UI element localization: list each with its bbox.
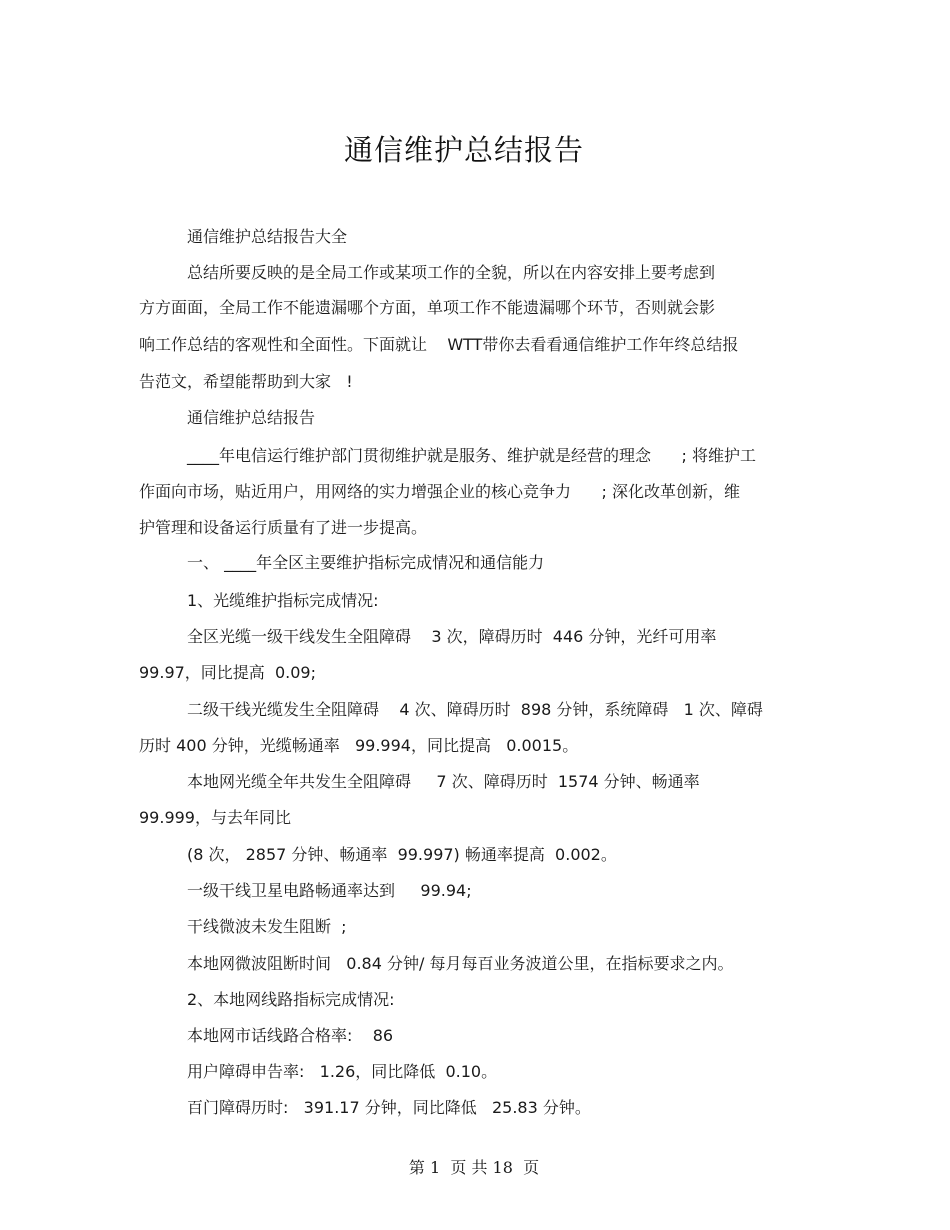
- paragraph-line: 干线微波未发生阻断 ;: [187, 917, 347, 936]
- paragraph-line: 告范文，希望能帮助到大家 !: [139, 372, 353, 391]
- paragraph-line: 本地网微波阻断时间 0.84 分钟/ 每月每百业务波道公里，在指标要求之内。: [187, 954, 734, 973]
- paragraph-line: 99.97，同比提高 0.09;: [139, 663, 316, 682]
- paragraph-line: 二级干线光缆发生全阻障碍 4 次、障碍历时 898 分钟，系统障碍 1 次、障碍: [187, 700, 763, 719]
- paragraph-line: 99.999，与去年同比: [139, 808, 291, 827]
- paragraph-line: 本地网市话线路合格率: 86: [187, 1026, 394, 1045]
- paragraph-line: 用户障碍申告率: 1.26，同比降低 0.10。: [187, 1062, 498, 1081]
- paragraph-line: 全区光缆一级干线发生全阻障碍 3 次，障碍历时 446 分钟，光纤可用率: [187, 627, 717, 646]
- paragraph-line: 历时 400 分钟，光缆畅通率 99.994，同比提高 0.0015。: [139, 736, 579, 755]
- paragraph-line: 响工作总结的客观性和全面性。下面就让 WTT带你去看看通信维护工作年终总结报: [139, 335, 739, 354]
- paragraph-line: 一级干线卫星电路畅通率达到 99.94;: [187, 881, 472, 900]
- subsection-heading: 1、光缆维护指标完成情况:: [187, 591, 379, 610]
- page-title: 通信维护总结报告: [343, 133, 584, 167]
- subsection-heading: 2、本地网线路指标完成情况:: [187, 990, 395, 1009]
- paragraph-line: (8 次， 2857 分钟、畅通率 99.997) 畅通率提高 0.002。: [187, 845, 617, 864]
- paragraph-line: 本地网光缆全年共发生全阻障碍 7 次、障碍历时 1574 分钟、畅通率: [187, 772, 700, 791]
- page-number-footer: 第 1 页 共 18 页: [408, 1158, 540, 1177]
- paragraph-line: 护管理和设备运行质量有了进一步提高。: [139, 518, 428, 537]
- subtitle-line: 通信维护总结报告大全: [187, 227, 348, 246]
- paragraph-line: 百门障碍历时: 391.17 分钟，同比降低 25.83 分钟。: [187, 1098, 591, 1117]
- paragraph-line: 总结所要反映的是全局工作或某项工作的全貌，所以在内容安排上要考虑到: [187, 263, 716, 282]
- paragraph-line: 作面向市场，贴近用户，用网络的实力增强企业的核心竞争力 ; 深化改革创新，维: [139, 482, 740, 501]
- section-heading: 一、 ____年全区主要维护指标完成情况和通信能力: [187, 553, 545, 572]
- section-heading: 通信维护总结报告: [187, 408, 316, 427]
- paragraph-line: ____年电信运行维护部门贯彻维护就是服务、维护就是经营的理念 ; 将维护工: [187, 446, 756, 465]
- paragraph-line: 方方面面，全局工作不能遗漏哪个方面，单项工作不能遗漏哪个环节，否则就会影: [139, 298, 716, 317]
